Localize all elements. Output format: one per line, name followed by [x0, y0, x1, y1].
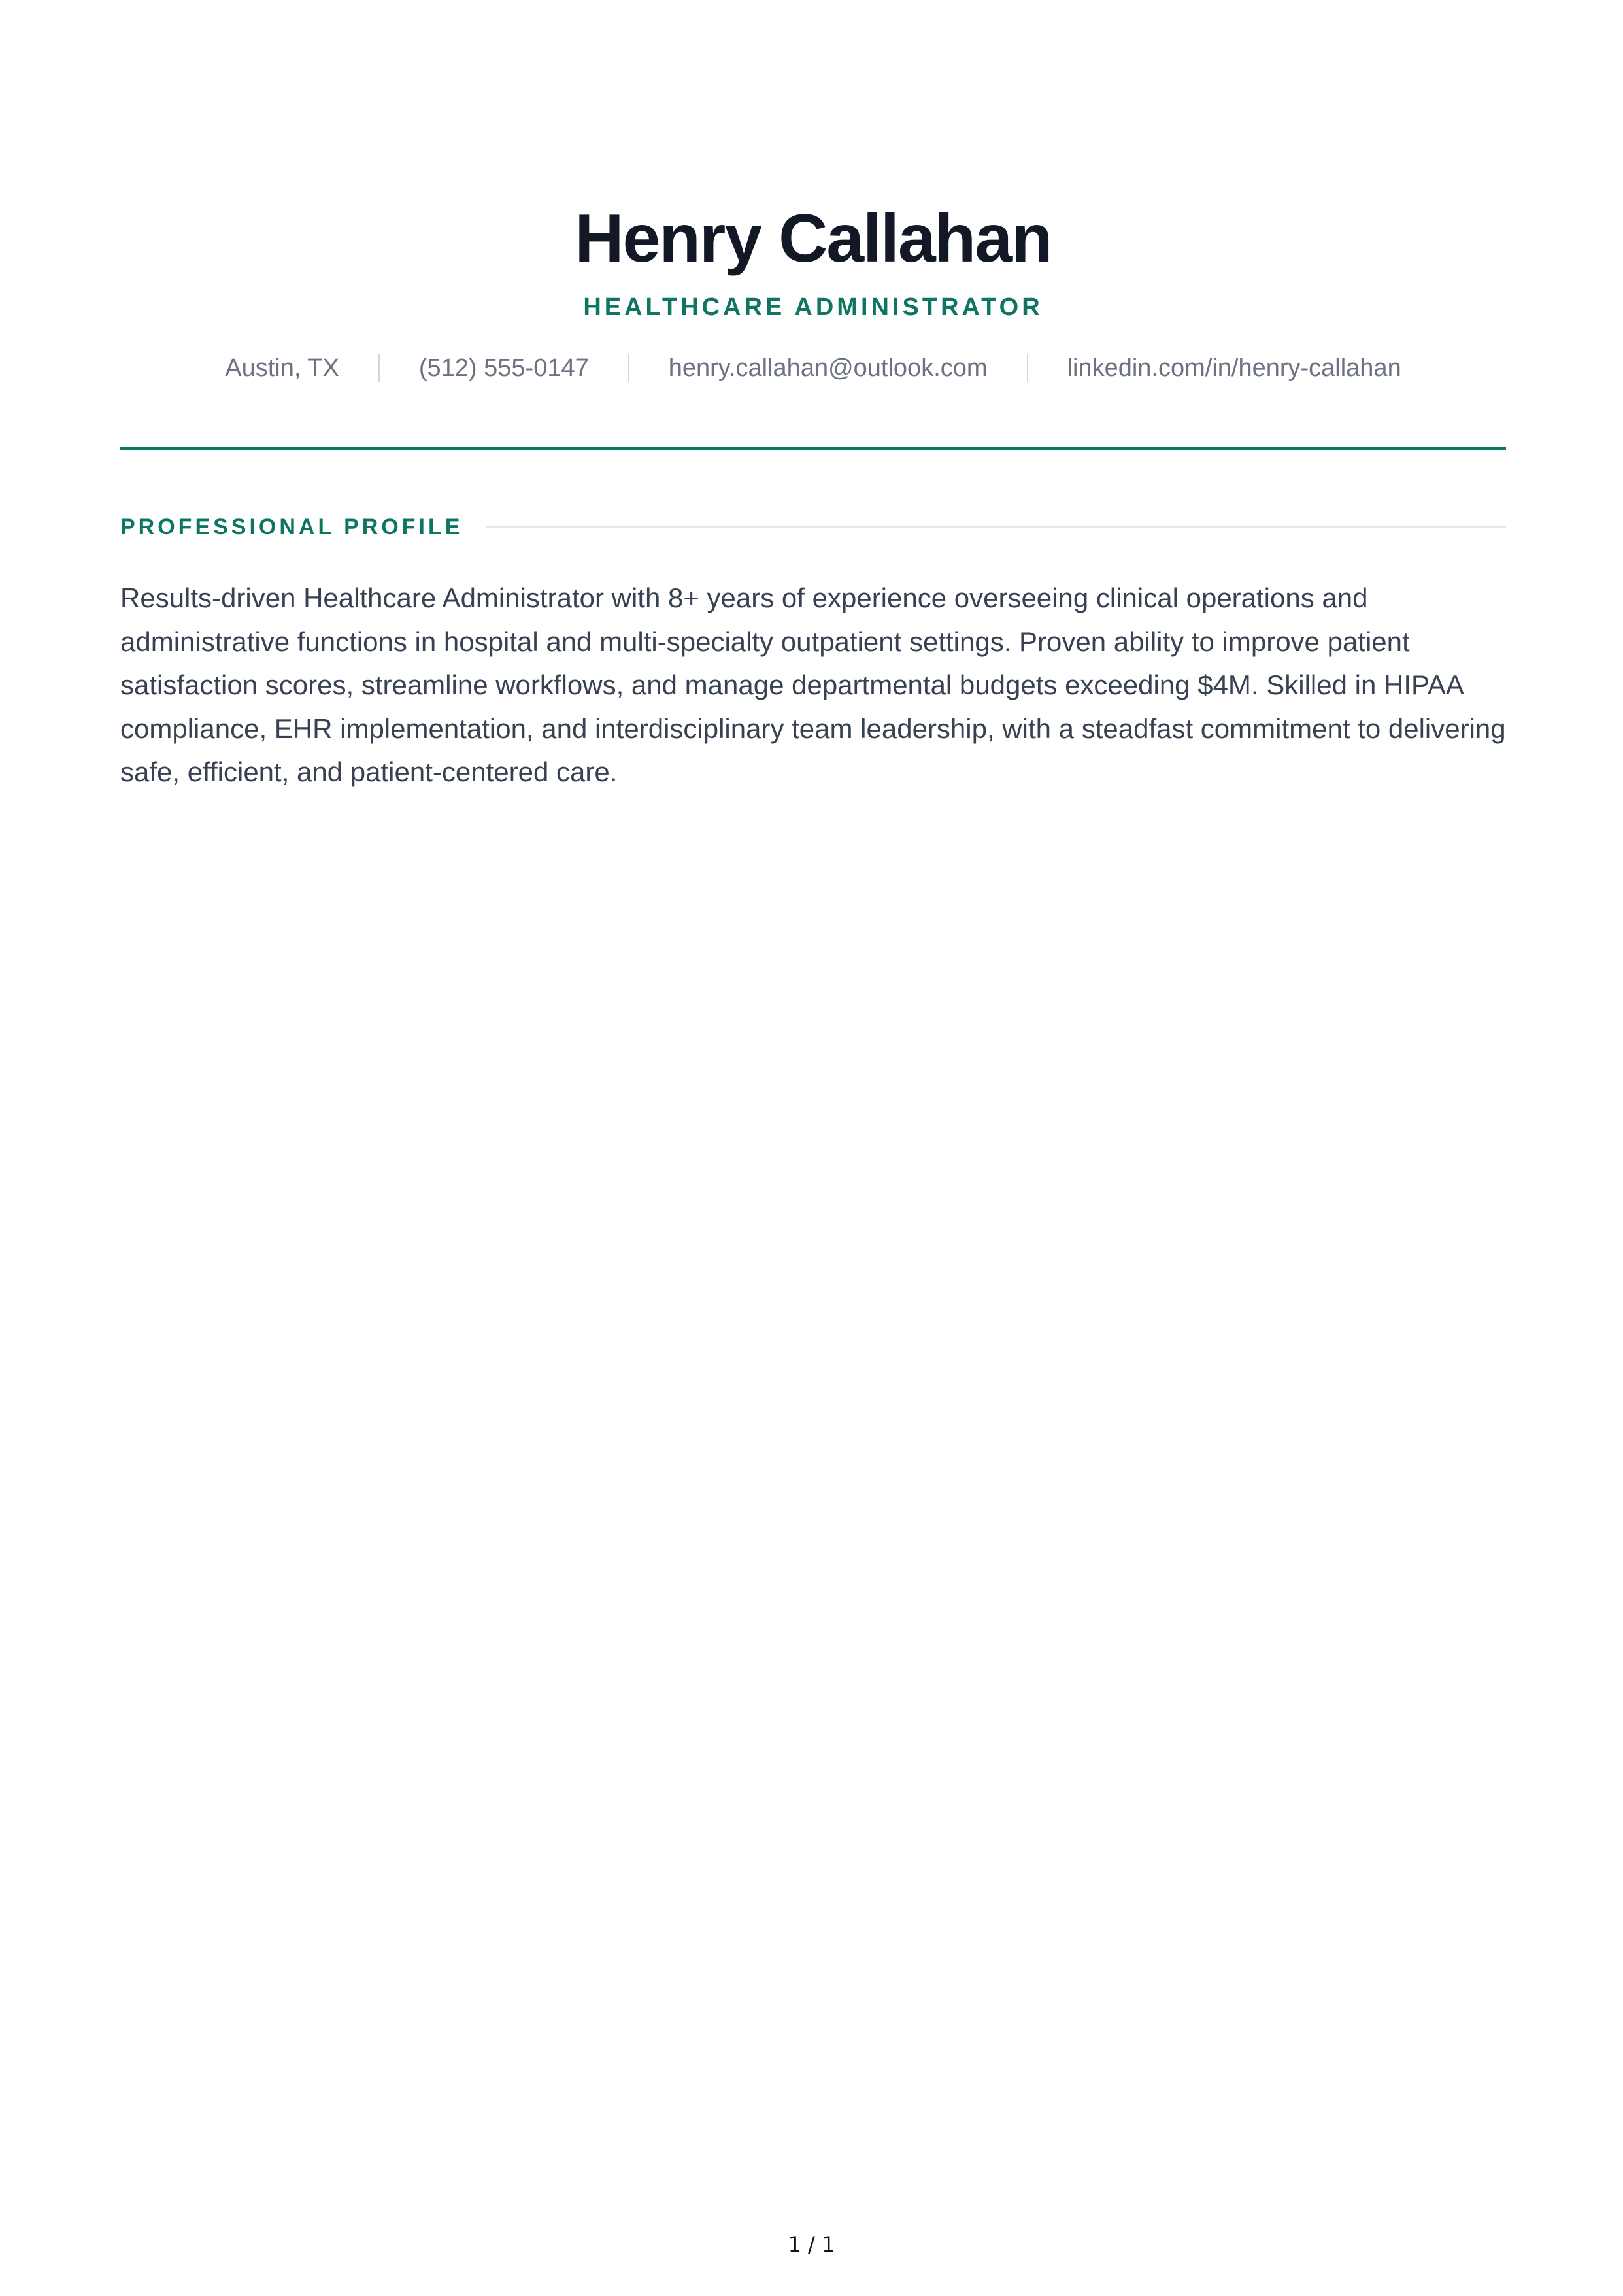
section-title: PROFESSIONAL PROFILE — [120, 515, 463, 539]
contact-phone: (512) 555-0147 — [418, 354, 589, 382]
section-header — [120, 509, 1506, 545]
contact-linkedin[interactable]: linkedin.com/in/henry-callahan — [1067, 354, 1401, 382]
page-indicator: 1 / 1 — [788, 2232, 835, 2257]
profile-section — [120, 509, 1506, 822]
header-divider — [120, 447, 1506, 450]
resume-header — [120, 196, 1506, 384]
job-title: HEALTHCARE ADMINISTRATOR — [583, 294, 1043, 321]
profile-summary: Results-driven Healthcare Administrator with 8+ years of experience overseeing clinical operations and administrative functions in hospital and multi-specialty outpatient settings. Proven ability to improve patient satisfaction scores, streamline workflows, and manage departmental budgets exceeding $4M. Skilled in HIPAA compliance, EHR implementation, and interdisciplinary team leadership, with a steadfast commitment to delivering safe, efficient, and patient-centered care. — [120, 582, 1506, 787]
candidate-name: Henry Callahan — [575, 201, 1052, 277]
contact-bar — [120, 352, 1506, 384]
contact-location: Austin, TX — [225, 354, 339, 382]
contact-email[interactable]: henry.callahan@outlook.com — [668, 354, 988, 382]
section-divider — [486, 526, 1506, 528]
